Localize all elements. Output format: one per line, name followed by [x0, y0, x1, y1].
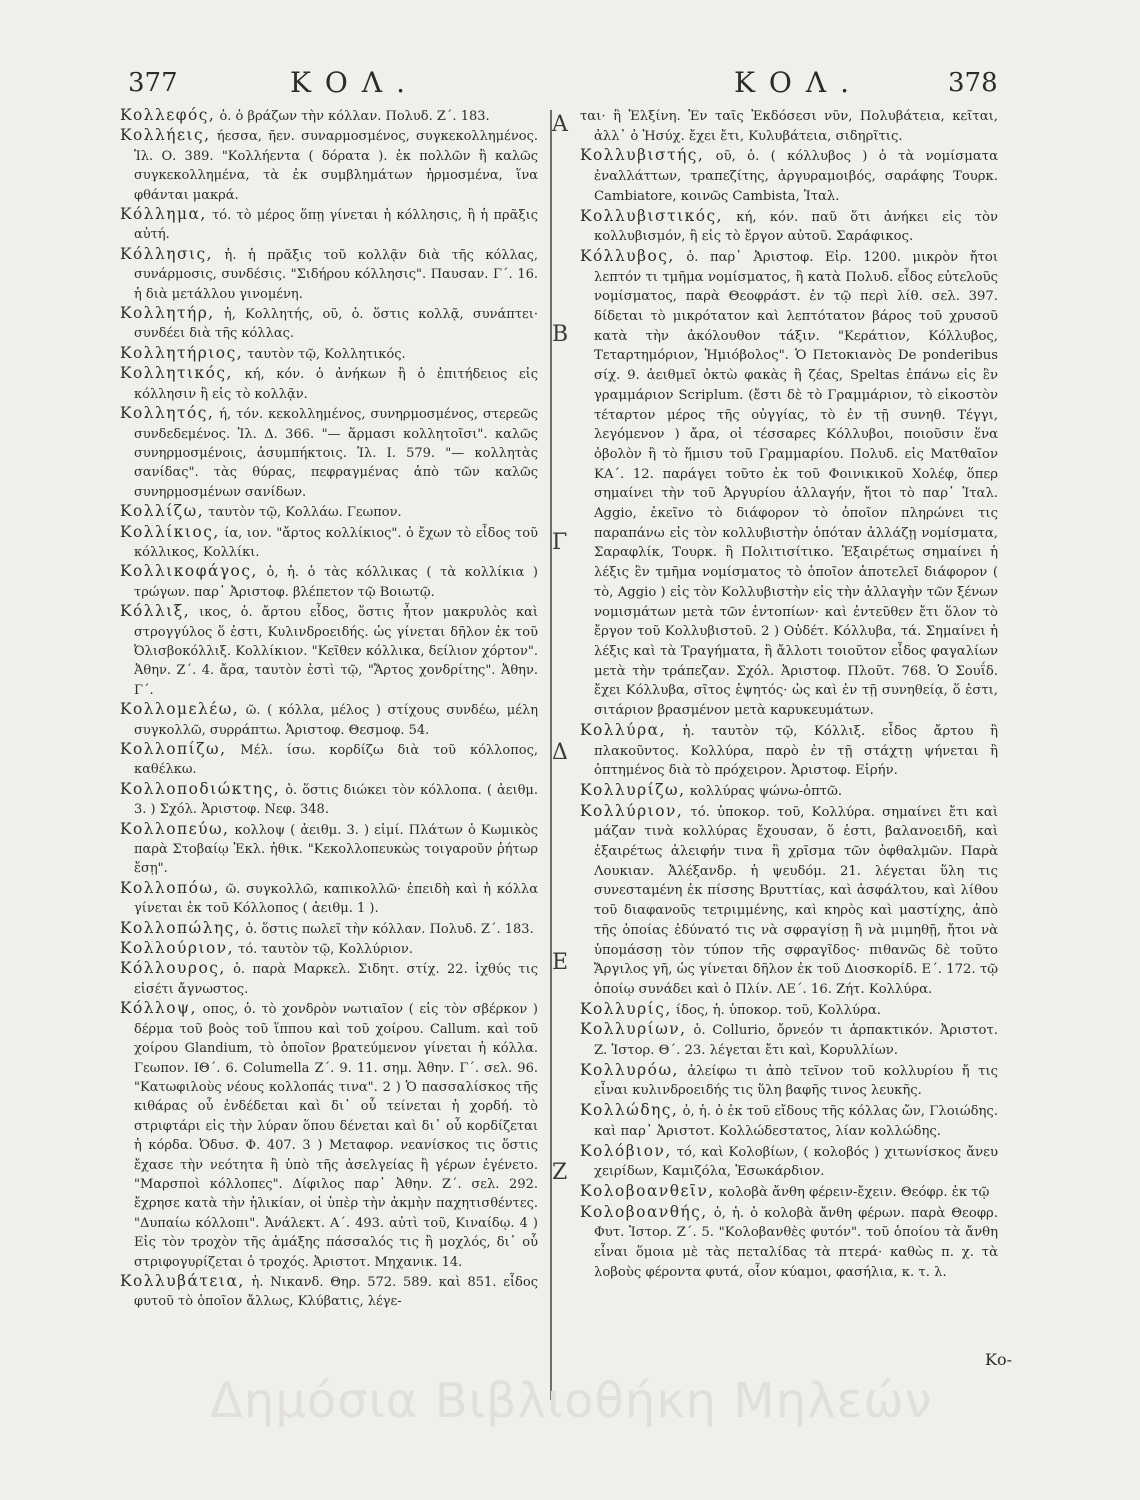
entry-headword: Κολλητήρ, — [120, 304, 215, 323]
left-page-number: 377 — [128, 68, 178, 98]
entry-definition: οπος, ὁ. τὸ χονδρὸν νωτιαῖον ( εἰς τὸν σβέρκον ) δέρμα τοῦ βοὸς τοῦ ἵππου καὶ τοῦ χοίρου. Callum. καὶ τοῦ χοίρου Glandium, τὸ ὁποῖον βρατεύμενον γίνεται ἡ κόλλα. Γεωπον. ΙΘ΄. 6. Columella Ζ΄. 9. 11. σημ. Ἀθην. Γ΄. σελ. 96. "Κατωφιλοὺς νέους κολλοπάς τινα". 2 ) Ὁ πασσαλίσκος τῆς κιθάρας οὗ ἐνδέδεται καὶ δι᾽ οὗ τείνεται ἡ χορδή. τὸ στριφτάρι εἰς τὴν λύραν ὅπου δένεται καὶ δι᾽ οὗ κορδίζεται ἡ κόρδα. Ὀδυσ. Φ. 407. 3 ) Μεταφορ. νεανίσκος τις ὅστις ἔχασε τὴν νεότητα ἢ ὑπὸ τῆς ἀσελγείας ἢ γέρων ἐγένετο. "Μαρσποὶ κόλλοπες". Δίφιλος παρ᾽ Ἀθην. Ζ΄. σελ. 292. ἔχρησε κατὰ τὴν ἡλικίαν, οἱ ὑπὲρ τὴν ἀκμὴν παχητισθέντες. "Δυπαίω κόλλοπι". Ἀνάλεκτ. Α΄. 493. αὐτὶ τοῦ, Κιναίδῳ. 4 ) Εἰς τὸν τροχὸν τῆς ἁμάξης πάσσαλός τις ἢ μοχλός, δι᾽ οὗ στριφογυρίζεται ὁ τροχός. Ἀριστοτ. Μηχανικ. 14. — [134, 1002, 538, 1270]
section-marker: Β — [552, 322, 569, 347]
entry-definition: ἡ. ἡ πρᾶξις τοῦ κολλᾷν διὰ τῆς κόλλας, συνάρμοσις, συνδέσις. "Σιδήρου κόλλησις". Παυσαν. Γ΄. 16. ἡ διὰ μετάλλου γινομένη. — [134, 247, 538, 302]
entry-definition: τό. ὑποκορ. τοῦ, Κολλύρα. σημαίνει ἔτι καὶ μάζαν τινὰ κολλύρας ἔχουσαν, ὅ ἐστι, βαλανοειδῆ, καὶ ἐξαιρέτως ἀλειφήν τινα ἢ χρῖσμα τῶν ὀφθαλμῶν. Παρὰ Λουκιαν. Ἀλέξανδρ. ἡ ψευδόμ. 21. λέγεται ὕλη τις συνεσταμένη ἐκ πίσσης Βρυττίας, καὶ ἀσφάλτου, καὶ λίθου τοῦ διαφανοῦς τετριμμένης, καὶ κηρὸς καὶ μαστίχης, ἀπὸ τῆς ὁποίας ἐδύνατό τις νὰ σφραγίσῃ ἢ νὰ μιμηθῇ, ἤτοι νὰ ὑπομάσσῃ τὸν τύπον τῆς σφραγῖδος· πιθανῶς δὲ τοῦτο Ἄργιλος γῆ, ὡς γίνεται δῆλον ἐκ τοῦ Διοσκορίδ. Ε΄. 172. τῷ ὁποίῳ συνάδει καὶ ὁ Πλίν. ΛΕ΄. 16. Ζήτ. Κολλύρα. — [594, 804, 998, 997]
dictionary-entry — [580, 1101, 998, 1141]
entry-headword: Κολλίζω, — [120, 502, 205, 521]
entry-definition: ὁ. παρ᾽ Ἀριστοφ. Εἰρ. 1200. μικρὸν ἤτοι λεπτόν τι τμῆμα νομίσματος, ἢ κατὰ Πολυδ. εἶδος εὐτελοῦς νομίσματος, παρὰ Θεοφράστ. ἐν τῷ περὶ λίθ. σελ. 397. δίδεται τὸ μικρότατον καὶ λεπτότατον βάρος τοῦ χρυσοῦ κατὰ τὴν ἀκόλουθον τάξιν. "Κεράτιον, Κόλλυβος, Τεταρτημόριον, Ἡμιόβολος". Ὁ Πετοκιανὸς De ponderibus σίχ. 9. ἀειθμεῖ ὀκτὼ φακὰς ἢ ζέας, Speltas ἐπάνω εἰς ἓν γραμμάριον Scriplum. (ἔστι δὲ τὸ Γραμμάριον, τὸ εἰκοστὸν τέταρτον μέρος τῆς οὐγγίας, τὸ ἐν τῇ συνηθ. Τέγγι, λεγόμενον ) ἄρα, οἱ τέσσαρες Κόλλυβοι, ποιοῦσιν ἕνα ὀβολὸν ἢ τὸ ἥμισυ τοῦ Γραμμαρίου. Πολυδ. εἰς Ματθαῖον ΚΑ΄. 12. παράγει τοῦτο ἐκ τοῦ Φοινικικοῦ Χολέφ, ὅπερ σημαίνει τὴν τοῦ Ἀργυρίου ἀλλαγήν, ἤτοι τὸ παρ᾽ Ἰταλ. Aggio, ἐκεῖνο τὸ διάφορον τὸ ὁποῖον πληρώνει τις παραπάνω εἰς τὸν κολλυβιστὴν ὁπόταν ἀλλάζῃ νομίσματα, Σαραφλίκ, Τουρκ. ἢ Πολιτισίτικο. Ἐξαιρέτως σημαίνει ἡ λέξις ἓν τμῆμα νομίσματος τὸ ὁποῖον ἀποτελεῖ διάφορον ( τὸ, Aggio ) εἰς τὸν Κολλυβιστὴν εἰς τὴν ἀλλαγὴν τῶν ξένων νομισμάτων μετὰ τῶν ἐντοπίων· καὶ ἐντεῦθεν ἔτι ὅλον τὸ ἔργον τοῦ Κολλυβιστοῦ. 2 ) Οὐδέτ. Κόλλυβα, τά. Σημαίνει ἡ λέξις καὶ τὰ Τραγήματα, ἢ ἄλλοτι τοιοῦτον εἶδος φαγαλίων μετὰ τὴν τράπεζαν. Σχόλ. Ἀριστοφ. Πλοῦτ. 768. Ὁ Σουΐδ. ἔχει Κόλλυβα, σῖτος ἑψητός· ὡς καὶ ἐν τῇ συνηθείᾳ, ὅ ἐστι, σιτάριον βρασμένον μετὰ καρυκευμάτων. — [594, 249, 998, 719]
entry-headword: Κολλοπόω, — [120, 878, 220, 897]
dictionary-entry — [580, 1182, 998, 1203]
dictionary-entry — [120, 304, 538, 344]
dictionary-entry — [580, 207, 998, 247]
dictionary-entry — [120, 106, 538, 126]
catchword: Κο- — [985, 1350, 1012, 1369]
dictionary-entry — [120, 404, 538, 502]
section-marker: Γ — [552, 530, 568, 555]
entry-headword: Κολοβοανθής, — [580, 1202, 708, 1221]
dictionary-entry — [120, 205, 538, 245]
left-running-head: ΚΟΛ. — [290, 66, 419, 99]
entry-definition: ῶ. συγκολλῶ, καπικολλῶ· ἐπειδὴ καὶ ἡ κόλλα γίνεται ἐκ τοῦ Κόλλοπος ( ἀειθμ. 1 ). — [134, 881, 538, 917]
entry-definition: ταυτὸν τῷ, Κολλάω. Γεωπον. — [204, 505, 402, 521]
right-page-number: 378 — [948, 68, 998, 98]
entry-headword: Κολοβοανθεῖν, — [580, 1181, 715, 1200]
dictionary-entry — [580, 1020, 998, 1060]
entry-headword: Κολλυρόω, — [580, 1060, 679, 1079]
entry-definition: ὁ. Collurio, ὄρνεόν τι ἁρπακτικόν. Ἀριστοτ. Ζ. Ἱστορ. Θ΄. 23. λέγεται ἔτι καὶ, Κορυλλίων. — [594, 1023, 998, 1059]
entry-headword: Κολλυρίς, — [580, 999, 672, 1018]
entry-definition: ὁ, ἡ. ὁ τὰς κόλλικας ( τὰ κολλίκια ) τρώγων. παρ᾽ Ἀριστοφ. βλέπετον τῷ Βοιωτῷ. — [134, 565, 538, 600]
dictionary-entry — [580, 802, 998, 1000]
section-marker: Δ — [552, 740, 568, 765]
entry-headword: Κόλλιξ, — [120, 602, 191, 621]
right-running-head: ΚΟΛ. — [734, 66, 863, 99]
entry-definition: οῦ, ὁ. ( κόλλυβος ) ὁ τὰ νομίσματα ἐναλλάττων, τραπεζίτης, ἀργυραμοιβός, σαράφης Τουρκ. Cambiatore, κοινῶς Cambista, Ἰταλ. — [594, 149, 998, 204]
entry-definition: τό. ταυτὸν τῷ, Κολλύριον. — [234, 942, 413, 958]
dictionary-entry — [120, 939, 538, 959]
dictionary-entry — [120, 879, 538, 919]
entry-definition: ἡ, Κολλητής, οῦ, ὁ. ὅστις κολλᾷ, συνάπτει· συνδέει διὰ τῆς κόλλας. — [134, 307, 538, 342]
entry-headword: Κόλλυβος, — [580, 246, 675, 265]
entry-definition: ὁ. παρὰ Μαρκελ. Σιδητ. στίχ. 22. ἰχθύς τις εἰσέτι ἄγνωστος. — [134, 962, 538, 997]
entry-headword: Κολλοπίζω, — [120, 740, 227, 758]
entry-definition: ὁ. ὅστις διώκει τὸν κόλλοπα. ( ἀειθμ. 3. ) Σχόλ. Ἀριστοφ. Νεφ. 348. — [134, 782, 538, 818]
entry-headword: Κολλητός, — [120, 404, 215, 423]
dictionary-entry — [580, 1000, 998, 1021]
entry-definition: ὁ, ἡ. ὁ κολοβὰ ἄνθη φέρων. παρὰ Θεοφρ. Φυτ. Ἱστορ. Ζ΄. 5. "Κολοβανθὲς φυτόν". τοῦ ὁποίου τὰ ἄνθη εἶναι ὅμοια μὲ τὰς πεταλίδας τὰ πτερά· καθὼς π. χ. τὰ λοβοὺς φέροντα φυτά, οἷον κύαμοι, φασήλια, κ. τ. λ. — [594, 1205, 998, 1280]
entry-headword: Κόλλησις, — [120, 244, 214, 263]
entry-headword: Κόλλουρος, — [120, 959, 226, 978]
entry-definition: ικος, ὁ. ἄρτου εἶδος, ὅστις ἦτον μακρυλὸς καὶ στρογγύλος ὅ ἐστι, Κυλινδροειδής. ὡς γίνεται δῆλον ἐκ τοῦ Ὀλισβοκόλλιξ. Κολλίκιον. "Κεῖθεν κόλλικα, δείλιον χόρτον". Ἀθην. Ζ΄. 4. ἄρα, ταυτὸν ἐστὶ τῷ, "Ἄρτος χονδρίτης". Ἀθην. Γ΄. — [134, 605, 538, 698]
entry-definition: ίδος, ἡ. ὑποκορ. τοῦ, Κολλύρα. — [671, 1002, 881, 1018]
entry-definition: ἡ. Νικανδ. Θηρ. 572. 589. καὶ 851. εἶδος φυτοῦ τὸ ὁποῖον ἄλλως, Κλύβατις, λέγε- — [134, 1274, 538, 1310]
entry-definition: κολοβὰ ἄνθη φέρειν-ἔχειν. Θεόφρ. ἐκ τῷ — [714, 1184, 990, 1200]
entry-definition: ὁ, ἡ. ὁ ἐκ τοῦ εἴδους τῆς κόλλας ὤν, Γλοιώδης. καὶ παρ᾽ Ἀριστοτ. Κολλώδεστατος, λίαν κολλώδης. — [594, 1104, 998, 1139]
dictionary-entry — [580, 247, 998, 721]
entry-definition: κολλύρας ψώνω-ὀπτῶ. — [685, 783, 843, 799]
entry-definition: τό. τὸ μέρος ὅπῃ γίνεται ἡ κόλλησις, ἢ ἡ πρᾶξις αὐτή. — [134, 208, 538, 243]
entry-headword: Κολλυρίων, — [580, 1020, 687, 1039]
entry-definition: ήεσσα, ῆεν. συναρμοσμένος, συγκεκολλημένος. Ἰλ. Ο. 389. "Κολλήεντα ( δόρατα ). ἐκ πολλῶν ἢ καλῶς συγκεκολλημένα, τὰ ἐκ συμβλημάτων ἡρμοσμένα, ἵνα φθάνται μακρά. — [134, 129, 538, 203]
entry-definition: κή, κόν. ὁ ἀνήκων ἢ ὁ ἐπιτήδειος εἰς κόλλησιν ἢ εἰς τὸ κολλᾷν. — [134, 367, 538, 402]
dictionary-entry — [120, 344, 538, 364]
entry-headword: Κολλυβιστής, — [580, 146, 705, 165]
entry-definition: κολλοψ ( ἀειθμ. 3. ) εἰμί. Πλάτων ὁ Κωμικὸς παρὰ Στοβαίῳ Ἐκλ. ἠθικ. "Κεκολλοπευκὼς τοιγαροῦν ῥήτωρ ἔσῃ". — [134, 822, 538, 877]
entry-definition: τό, καὶ Κολοβίων, ( κολοβός ) χιτωνίσκος ἄνευ χειρίδων, Καμιζόλα, Ἐσωκάρδιον. — [594, 1144, 998, 1180]
dictionary-entry — [120, 700, 538, 740]
entry-definition: ία, ιον. "ἄρτος κολλίκιος". ὁ ἔχων τὸ εἶδος τοῦ κόλλικος, Κολλίκι. — [134, 525, 538, 560]
dictionary-entry — [580, 146, 998, 206]
dictionary-entry — [580, 1203, 998, 1283]
dictionary-entry — [580, 1142, 998, 1182]
dictionary-entry — [120, 740, 538, 780]
section-marker: Ε — [552, 950, 569, 975]
dictionary-entry — [120, 562, 538, 602]
library-watermark: Δημόσια Βιβλιοθήκη Μηλεών — [210, 1373, 933, 1429]
section-marker: Α — [552, 112, 568, 137]
left-column — [120, 106, 538, 1312]
entry-headword: Κολλυβάτεια, — [120, 1271, 245, 1290]
dictionary-entry — [120, 780, 538, 820]
dictionary-entry — [120, 126, 538, 205]
dictionary-entry — [580, 1061, 998, 1101]
entry-headword: Κολλητικός, — [120, 364, 233, 383]
entry-definition: κή, κόν. παῦ ὅτι ἀνήκει εἰς τὸν κολλυβισμόν, ἢ εἰς τὸ ἔργον αὐτοῦ. Σαράφικος. — [594, 209, 998, 245]
dictionary-entry — [120, 245, 538, 304]
entry-definition: ή, τόν. κεκολλημένος, συνηρμοσμένος, στερεῶς συνδεδεμένος. Ἰλ. Δ. 366. "— ἅρμασι κολλητοῖσι". καλῶς συνηρμοσμένοις, ἀσυμπήκτοις. Ἰλ. Ι. 579. "— κολλητὰς σανίδας". τὰς θύρας, πεφραγμένας ἀπὸ τῶν καλῶς συνηρμοσμένων σανίδων. — [134, 407, 538, 500]
section-marker: Ζ — [552, 1160, 568, 1185]
entry-definition: ὁ. ὅστις πωλεῖ τὴν κόλλαν. Πολυδ. Ζ΄. 183. — [241, 921, 534, 937]
entry-headword: Κολλικοφάγος, — [120, 562, 258, 581]
entry-headword: Κολλοποδιώκτης, — [120, 779, 281, 798]
entry-definition: ἡ. ταυτὸν τῷ, Κόλλιξ. εἶδος ἄρτου ἢ πλακοῦντος. Κολλύρα, παρὸ ἐν τῇ στάχτῃ ψήνεται ἢ ὀπτημένος διὰ τὸ πρόχειρον. Ἀριστοφ. Εἰρήν. — [594, 723, 998, 779]
entry-headword: Κολλυβιστικός, — [580, 206, 724, 225]
dictionary-entry — [120, 364, 538, 404]
entry-headword: Κολλεφός, — [120, 106, 216, 124]
entry-headword: Κόλλημα, — [120, 205, 207, 224]
entry-headword: Κολλοπεύω, — [120, 819, 230, 838]
entry-definition: ται· ἢ Ἐλξίνη. Ἐν ταῖς Ἐκδόσεσι νῦν, Πολυβάτεια, κεῖται, ἀλλ᾽ ὁ Ἡσύχ. ἔχει ἔτι, Κυλυβάτεια, σιδηρῖτις. — [580, 109, 998, 144]
entry-headword: Κολλητήριος, — [120, 343, 244, 362]
entry-headword: Κολλίκιος, — [120, 522, 220, 541]
entry-headword: Κολλήεις, — [120, 126, 211, 145]
entry-headword: Κολλυρίζω, — [580, 780, 686, 799]
right-column — [580, 106, 998, 1282]
dictionary-entry — [120, 502, 538, 522]
entry-headword: Κολλύριον, — [580, 801, 684, 820]
entry-headword: Κολλύρα, — [580, 720, 666, 739]
entry-definition: ῶ. ( κόλλα, μέλος ) στίχους συνδέω, μέλη συγκολλῶ, συρράπτω. Ἀριστοφ. Θεσμοφ. 54. — [134, 703, 538, 738]
dictionary-entry — [120, 602, 538, 700]
entry-definition: ἀλείφω τι ἀπὸ τεῖνον τοῦ κολλυρίου ἤ τις εἶναι κυλινδροειδής τις ὕλη βαφῆς τινος λευκῆς. — [594, 1063, 998, 1099]
dictionary-entry — [120, 959, 538, 999]
entry-definition: Μέλ. ίσω. κορδίζω διὰ τοῦ κόλλοπος, καθέλκω. — [134, 743, 538, 778]
entry-headword: Κολόβιον, — [580, 1141, 672, 1160]
entry-headword: Κολλομελέω, — [120, 700, 240, 719]
dictionary-entry — [580, 721, 998, 781]
dictionary-entry — [120, 999, 538, 1272]
dictionary-entry — [120, 523, 538, 563]
dictionary-entry — [120, 1272, 538, 1312]
dictionary-entry — [580, 106, 998, 146]
dictionary-entry — [580, 781, 998, 802]
entry-headword: Κόλλοψ, — [120, 999, 197, 1018]
entry-definition: ὁ. ὁ βράζων τὴν κόλλαν. Πολυδ. Ζ΄. 183. — [215, 109, 490, 124]
dictionary-entry — [120, 820, 538, 879]
dictionary-entry — [120, 919, 538, 939]
entry-definition: ταυτὸν τῷ, Κολλητικός. — [243, 346, 406, 362]
entry-headword: Κολλούριον, — [120, 939, 234, 958]
entry-headword: Κολλώδης, — [580, 1101, 679, 1120]
entry-headword: Κολλοπώλης, — [120, 918, 242, 937]
